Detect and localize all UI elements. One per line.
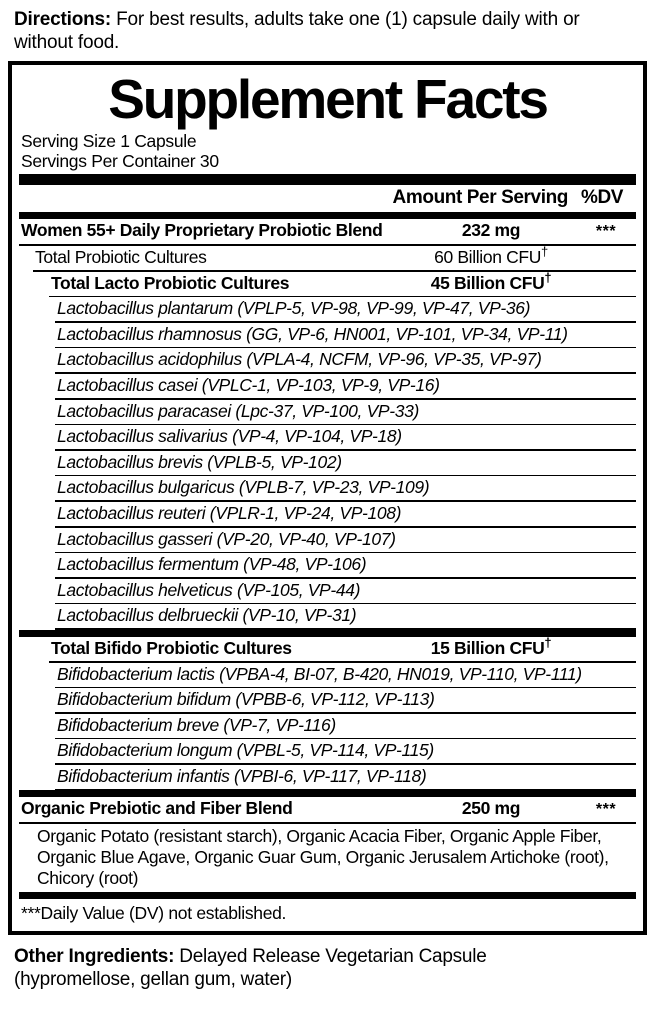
strain-name: Bifidobacterium longum (VPBL-5, VP-114, VP-115)	[57, 740, 434, 761]
divider-med-fiber	[19, 790, 636, 797]
strain-name: Lactobacillus reuteri (VPLR-1, VP-24, VP-108)	[57, 502, 402, 523]
table-row	[19, 528, 636, 552]
total-lacto-amount: 45 Billion CFU†	[430, 269, 552, 293]
servings-per-container: Servings Per Container 30	[21, 151, 219, 171]
table-row	[19, 374, 636, 398]
row-proprietary-blend	[19, 219, 636, 244]
total-bifido-name: Total Bifido Probiotic Cultures	[51, 637, 292, 658]
table-row	[19, 348, 636, 372]
dagger-icon: †	[544, 635, 552, 651]
directions-text: For best results, adults take one (1) capsule daily with or without food.	[14, 9, 580, 53]
column-header-row	[19, 185, 636, 212]
panel-title: Supplement Facts	[108, 68, 547, 130]
table-row	[19, 297, 636, 321]
amount-per-serving-header: Amount Per Serving	[392, 187, 568, 208]
strain-name: Lactobacillus plantarum (VPLP-5, VP-98, VP-99, VP-47, VP-36)	[57, 298, 531, 319]
ingredient-line: Organic Blue Agave, Organic Guar Gum, Organic Jerusalem Artichoke (root),	[37, 847, 609, 868]
total-bifido-amount: 15 Billion CFU†	[430, 635, 552, 658]
other-ingredients-block	[8, 935, 647, 991]
divider-thick-top	[19, 174, 636, 185]
strain-name: Bifidobacterium infantis (VPBI-6, VP-117, VP-118)	[57, 765, 427, 786]
table-row	[19, 476, 636, 500]
strain-name: Lactobacillus casei (VPLC-1, VP-103, VP-9, VP-16)	[57, 374, 440, 395]
strain-name: Bifidobacterium breve (VP-7, VP-116)	[57, 714, 336, 735]
other-ingredients-line1	[14, 945, 643, 968]
strain-name: Bifidobacterium bifidum (VPBB-6, VP-112, VP-113)	[57, 689, 435, 710]
table-row	[19, 323, 636, 347]
divider-med-header	[19, 212, 636, 219]
serving-info	[19, 129, 636, 174]
strain-name: Lactobacillus gasseri (VP-20, VP-40, VP-107)	[57, 528, 396, 549]
strain-name: Lactobacillus delbrueckii (VP-10, VP-31)	[57, 605, 357, 626]
table-row	[19, 400, 636, 424]
table-row	[19, 739, 636, 763]
proprietary-blend-dv: ***	[595, 223, 617, 240]
divider-med-footnote	[19, 892, 636, 899]
total-probiotic-amount: 60 Billion CFU†	[434, 244, 548, 267]
fiber-blend-name: Organic Prebiotic and Fiber Blend	[21, 798, 293, 819]
table-row	[19, 579, 636, 603]
strain-name: Lactobacillus bulgaricus (VPLB-7, VP-23, VP-109)	[57, 477, 430, 498]
table-row	[19, 765, 636, 789]
dv-footnote: ***Daily Value (DV) not established.	[21, 903, 287, 924]
strain-name: Bifidobacterium lactis (VPBA-4, BI-07, B-420, HN019, VP-110, VP-111)	[57, 663, 582, 684]
table-row	[19, 502, 636, 526]
dv-header: %DV	[580, 187, 624, 208]
row-fiber-blend	[19, 797, 636, 822]
proprietary-blend-amount: 232 mg	[461, 220, 521, 240]
fiber-blend-ingredients	[19, 824, 636, 892]
ingredient-line: Organic Potato (resistant starch), Organic Acacia Fiber, Organic Apple Fiber,	[37, 826, 602, 847]
strain-name: Lactobacillus paracasei (Lpc-37, VP-100, VP-33)	[57, 400, 419, 421]
ingredient-line: Chicory (root)	[37, 868, 139, 889]
bifido-strain-list	[19, 663, 636, 791]
table-row	[19, 451, 636, 475]
dagger-icon: †	[544, 269, 552, 285]
strain-name: Lactobacillus fermentum (VP-48, VP-106)	[57, 554, 367, 575]
supplement-facts-panel	[8, 61, 647, 935]
other-ingredients-label: Other Ingredients:	[14, 946, 175, 968]
other-ingredients-line2: (hypromellose, gellan gum, water)	[14, 969, 292, 991]
row-total-probiotic-cultures	[19, 246, 636, 270]
table-row	[19, 553, 636, 577]
strain-name: Lactobacillus acidophilus (VPLA-4, NCFM, VP-96, VP-35, VP-97)	[57, 349, 542, 370]
dagger-icon: †	[541, 244, 548, 260]
lacto-strain-list	[19, 297, 636, 630]
total-lacto-name: Total Lacto Probiotic Cultures	[51, 272, 290, 293]
table-row	[19, 688, 636, 712]
other-ingredients-text: Delayed Release Vegetarian Capsule	[179, 946, 487, 968]
row-total-bifido-cultures	[19, 637, 636, 661]
directions-block	[8, 0, 647, 61]
strain-name: Lactobacillus salivarius (VP-4, VP-104, VP-18)	[57, 426, 402, 447]
directions-label: Directions:	[14, 9, 112, 30]
serving-size: Serving Size 1 Capsule	[21, 131, 197, 151]
proprietary-blend-name: Women 55+ Daily Proprietary Probiotic Blend	[21, 220, 383, 240]
strain-name: Lactobacillus helveticus (VP-105, VP-44)	[57, 579, 361, 600]
table-row	[19, 663, 636, 687]
table-row	[19, 604, 636, 628]
row-total-lacto-cultures	[19, 269, 636, 296]
table-row	[19, 714, 636, 738]
strain-name: Lactobacillus brevis (VPLB-5, VP-102)	[57, 451, 342, 472]
fiber-blend-amount: 250 mg	[461, 798, 521, 819]
strain-name: Lactobacillus rhamnosus (GG, VP-6, HN001, VP-101, VP-34, VP-11)	[57, 323, 568, 344]
table-row	[19, 425, 636, 449]
total-probiotic-name: Total Probiotic Cultures	[35, 247, 207, 267]
fiber-blend-dv: ***	[595, 801, 617, 819]
